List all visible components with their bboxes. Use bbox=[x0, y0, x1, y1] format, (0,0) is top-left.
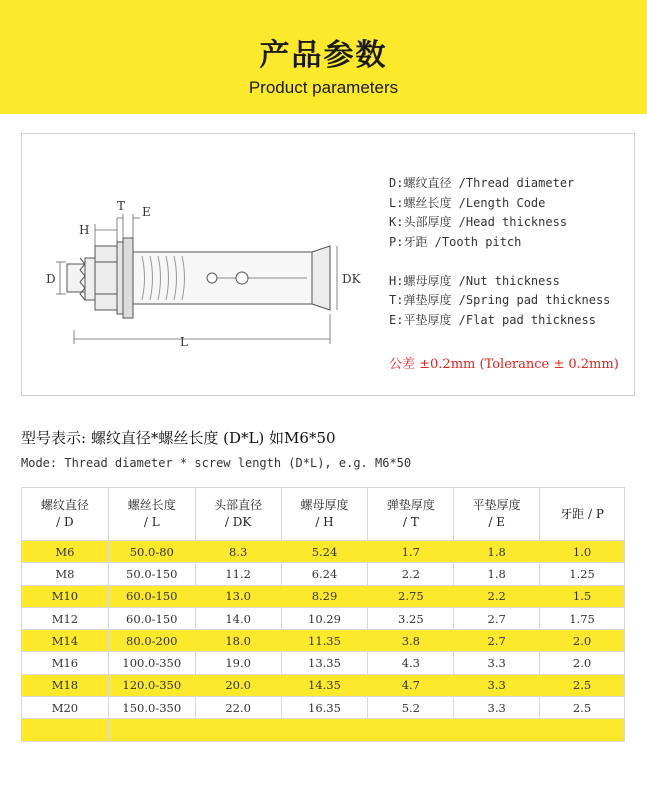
table-cell: 4.3 bbox=[368, 652, 454, 674]
table-cell: 100.0-350 bbox=[108, 652, 195, 674]
legend-item-p: P:牙距 /Tooth pitch bbox=[389, 234, 522, 249]
table-cell: 3.8 bbox=[368, 630, 454, 652]
table-row bbox=[22, 719, 625, 741]
table-cell: M18 bbox=[22, 674, 109, 696]
table-cell: M10 bbox=[22, 585, 109, 607]
table-cell: M12 bbox=[22, 607, 109, 629]
table-cell: 18.0 bbox=[195, 630, 281, 652]
table-cell: 3.25 bbox=[368, 607, 454, 629]
table-cell bbox=[195, 719, 281, 741]
table-row bbox=[22, 630, 625, 652]
table-cell: 1.7 bbox=[368, 541, 454, 563]
table-cell: 2.2 bbox=[368, 563, 454, 585]
legend-item-h: H:螺母厚度 /Nut thickness bbox=[389, 273, 560, 288]
table-cell: 11.35 bbox=[281, 630, 368, 652]
table-row bbox=[22, 585, 625, 607]
table-cell: 5.2 bbox=[368, 697, 454, 719]
table-cell: M16 bbox=[22, 652, 109, 674]
spec-table bbox=[21, 487, 625, 742]
table-cell: 1.8 bbox=[454, 541, 540, 563]
table-cell: 4.7 bbox=[368, 674, 454, 696]
col-header-spring-pad: 弹垫厚度 / T bbox=[368, 488, 454, 541]
table-cell: 10.29 bbox=[281, 607, 368, 629]
table-row bbox=[22, 541, 625, 563]
table-cell: 3.3 bbox=[454, 652, 540, 674]
table-cell: 2.5 bbox=[540, 674, 625, 696]
legend-item-t: T:弹垫厚度 /Spring pad thickness bbox=[389, 293, 611, 307]
table-cell: 120.0-350 bbox=[108, 674, 195, 696]
table-cell: 1.0 bbox=[540, 541, 625, 563]
legend-item-l: L:螺丝长度 /Length Code bbox=[389, 195, 546, 210]
col-header-screw-length: 螺丝长度 / L bbox=[108, 488, 195, 541]
tolerance-note: 公差 ±0.2mm (Tolerance ± 0.2mm) bbox=[389, 357, 619, 372]
table-cell: 1.8 bbox=[454, 563, 540, 585]
table-cell: 8.3 bbox=[195, 541, 281, 563]
page-subtitle: Product parameters bbox=[248, 78, 399, 97]
table-cell: 2.7 bbox=[454, 630, 540, 652]
dim-label-h: H bbox=[79, 223, 90, 237]
table-cell bbox=[454, 719, 540, 741]
table-cell: 8.29 bbox=[281, 585, 368, 607]
legend-item-e: E:平垫厚度 /Flat pad thickness bbox=[389, 312, 596, 327]
table-cell bbox=[108, 719, 195, 741]
table-row bbox=[22, 697, 625, 719]
dim-label-e: E bbox=[142, 205, 151, 219]
table-cell: M20 bbox=[22, 697, 109, 719]
table-row bbox=[22, 607, 625, 629]
header-banner bbox=[0, 0, 647, 114]
table-row bbox=[22, 563, 625, 585]
table-cell: 5.24 bbox=[281, 541, 368, 563]
table-row bbox=[22, 652, 625, 674]
table-cell: M14 bbox=[22, 630, 109, 652]
col-header-flat-pad: 平垫厚度 / E bbox=[454, 488, 540, 541]
dim-label-l: L bbox=[180, 335, 188, 349]
col-header-head-diameter: 头部直径 / DK bbox=[195, 488, 281, 541]
table-cell: 80.0-200 bbox=[108, 630, 195, 652]
table-cell bbox=[540, 719, 625, 741]
table-cell bbox=[22, 719, 109, 741]
table-cell: 13.35 bbox=[281, 652, 368, 674]
table-row bbox=[22, 674, 625, 696]
table-cell: 19.0 bbox=[195, 652, 281, 674]
table-cell: 1.5 bbox=[540, 585, 625, 607]
table-cell: M8 bbox=[22, 563, 109, 585]
model-format-title: 型号表示: 螺纹直径*螺丝长度 (D*L) 如M6*50 bbox=[21, 429, 336, 447]
table-cell: 2.7 bbox=[454, 607, 540, 629]
dim-label-t: T bbox=[117, 199, 126, 213]
table-cell: 60.0-150 bbox=[108, 585, 195, 607]
table-cell: M6 bbox=[22, 541, 109, 563]
table-cell: 20.0 bbox=[195, 674, 281, 696]
col-header-pitch: 牙距 / P bbox=[540, 488, 625, 541]
table-cell: 2.0 bbox=[540, 652, 625, 674]
dimension-legend bbox=[389, 174, 610, 330]
dim-label-d: D bbox=[46, 272, 56, 286]
legend-item-k: K:头部厚度 /Head thickness bbox=[389, 215, 568, 229]
table-cell: 6.24 bbox=[281, 563, 368, 585]
table-cell: 14.35 bbox=[281, 674, 368, 696]
table-cell: 50.0-80 bbox=[108, 541, 195, 563]
table-cell bbox=[281, 719, 368, 741]
table-cell: 1.75 bbox=[540, 607, 625, 629]
table-cell: 60.0-150 bbox=[108, 607, 195, 629]
dim-label-dk: DK bbox=[342, 272, 361, 286]
table-cell: 3.3 bbox=[454, 697, 540, 719]
table-cell: 50.0-150 bbox=[108, 563, 195, 585]
page-title: 产品参数 bbox=[259, 38, 388, 73]
table-cell: 22.0 bbox=[195, 697, 281, 719]
table-cell: 2.0 bbox=[540, 630, 625, 652]
table-cell: 11.2 bbox=[195, 563, 281, 585]
table-cell: 13.0 bbox=[195, 585, 281, 607]
table-header-row bbox=[22, 488, 625, 541]
table-cell: 2.2 bbox=[454, 585, 540, 607]
table-cell: 16.35 bbox=[281, 697, 368, 719]
table-cell: 1.25 bbox=[540, 563, 625, 585]
table-cell: 2.75 bbox=[368, 585, 454, 607]
table-cell: 14.0 bbox=[195, 607, 281, 629]
table-cell: 150.0-350 bbox=[108, 697, 195, 719]
table-cell bbox=[368, 719, 454, 741]
col-header-nut-thickness: 螺母厚度 / H bbox=[281, 488, 368, 541]
model-format-subtitle: Mode: Thread diameter * screw length (D*L), e.g. M6*50 bbox=[21, 456, 412, 470]
col-header-thread-diameter: 螺纹直径 / D bbox=[22, 488, 109, 541]
legend-item-d: D:螺纹直径 /Thread diameter bbox=[389, 176, 575, 190]
table-cell: 3.3 bbox=[454, 674, 540, 696]
table-cell: 2.5 bbox=[540, 697, 625, 719]
